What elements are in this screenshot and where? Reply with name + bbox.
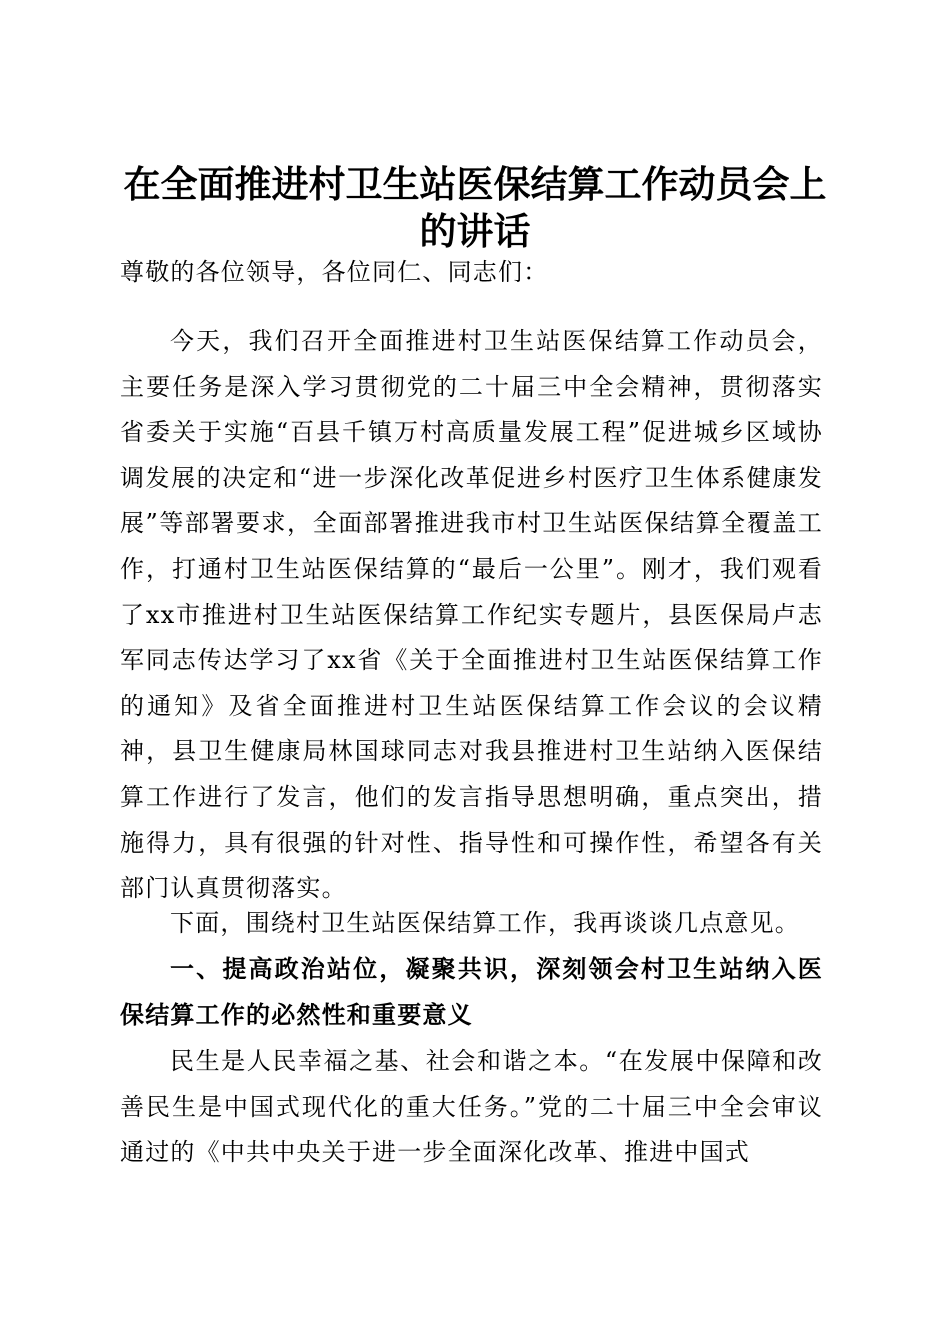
paragraph-intro: 今天，我们召开全面推进村卫生站医保结算工作动员会，主要任务是深入学习贯彻党的二十届三中全会精神，贯彻落实省委关于实施“百县千镇万村高质量发展工程”促进城乡区域协调发展的决定和“进一步深化改革促进乡村医疗卫生体系健康发展”等部署要求，全面部署推进我市村卫生站医保结算全覆盖工作，打通村卫生站医保结算的“最后一公里”。刚才，我们观看了xx市推进村卫生站医保结算工作纪实专题片，县医保局卢志军同志传达学习了xx省《关于全面推进村卫生站医保结算工作的通知》及省全面推进村卫生站医保结算工作会议的会议精神，县卫生健康局林国球同志对我县推进村卫生站纳入医保结算工作进行了发言，他们的发言指导思想明确，重点突出，措施得力，具有很强的针对性、指导性和可操作性，希望各有关部门认真贯彻落实。 bbox=[120, 327, 823, 903]
paragraph-transition: 下面，围绕村卫生站医保结算工作，我再谈谈几点意见。 bbox=[170, 909, 800, 937]
section-heading-1: 一、提高政治站位，凝聚共识，深刻领会村卫生站纳入医保结算工作的必然性和重要意义 bbox=[120, 955, 823, 1029]
document-title: 在全面推进村卫生站医保结算工作动员会上的讲话 bbox=[123, 161, 827, 253]
salutation: 尊敬的各位领导，各位同仁、同志们： bbox=[120, 258, 549, 286]
paragraph-section-1: 民生是人民幸福之基、社会和谐之本。“在发展中保障和改善民生是中国式现代化的重大任务。”党的二十届三中全会审议通过的《中共中央关于进一步全面深化改革、推进中国式 bbox=[120, 1047, 823, 1167]
